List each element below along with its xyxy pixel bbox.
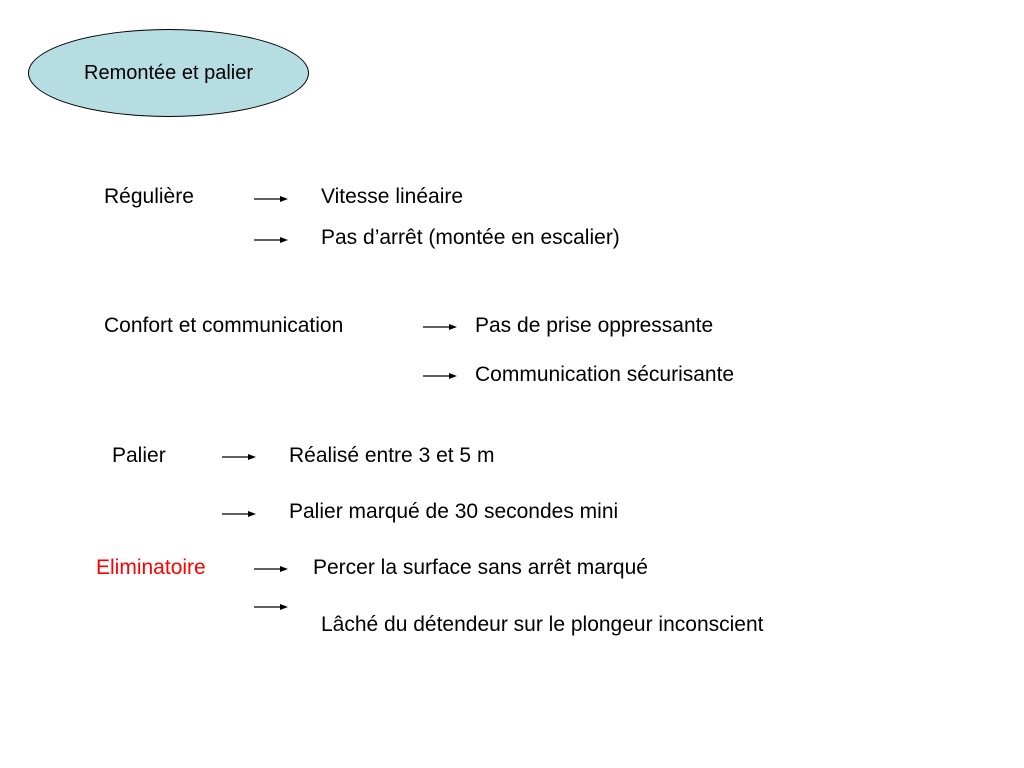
arrow-right-icon <box>254 602 288 612</box>
section-item: Lâché du détendeur sur le plongeur inconscient <box>321 613 764 636</box>
arrow-right-icon <box>254 564 288 574</box>
title-ellipse <box>28 29 309 117</box>
arrow-right-icon <box>423 371 457 381</box>
section-item: Vitesse linéaire <box>321 185 464 208</box>
section-label-reguliere: Régulière <box>104 185 194 208</box>
section-label-eliminatoire: Eliminatoire <box>96 556 206 579</box>
arrow-right-icon <box>423 322 457 332</box>
slide-title: Remontée et palier <box>84 62 253 84</box>
arrow-right-icon <box>254 235 288 245</box>
section-item: Communication sécurisante <box>475 363 735 386</box>
section-item: Pas de prise oppressante <box>475 314 714 337</box>
arrow-right-icon <box>222 509 256 519</box>
section-label-palier: Palier <box>112 444 166 467</box>
section-item: Réalisé entre 3 et 5 m <box>289 444 495 467</box>
section-item: Pas d’arrêt (montée en escalier) <box>321 226 620 249</box>
arrow-right-icon <box>222 452 256 462</box>
section-label-confort: Confort et communication <box>104 314 344 337</box>
arrow-right-icon <box>254 194 288 204</box>
section-item: Palier marqué de 30 secondes mini <box>289 500 619 523</box>
section-item: Percer la surface sans arrêt marqué <box>313 556 648 579</box>
